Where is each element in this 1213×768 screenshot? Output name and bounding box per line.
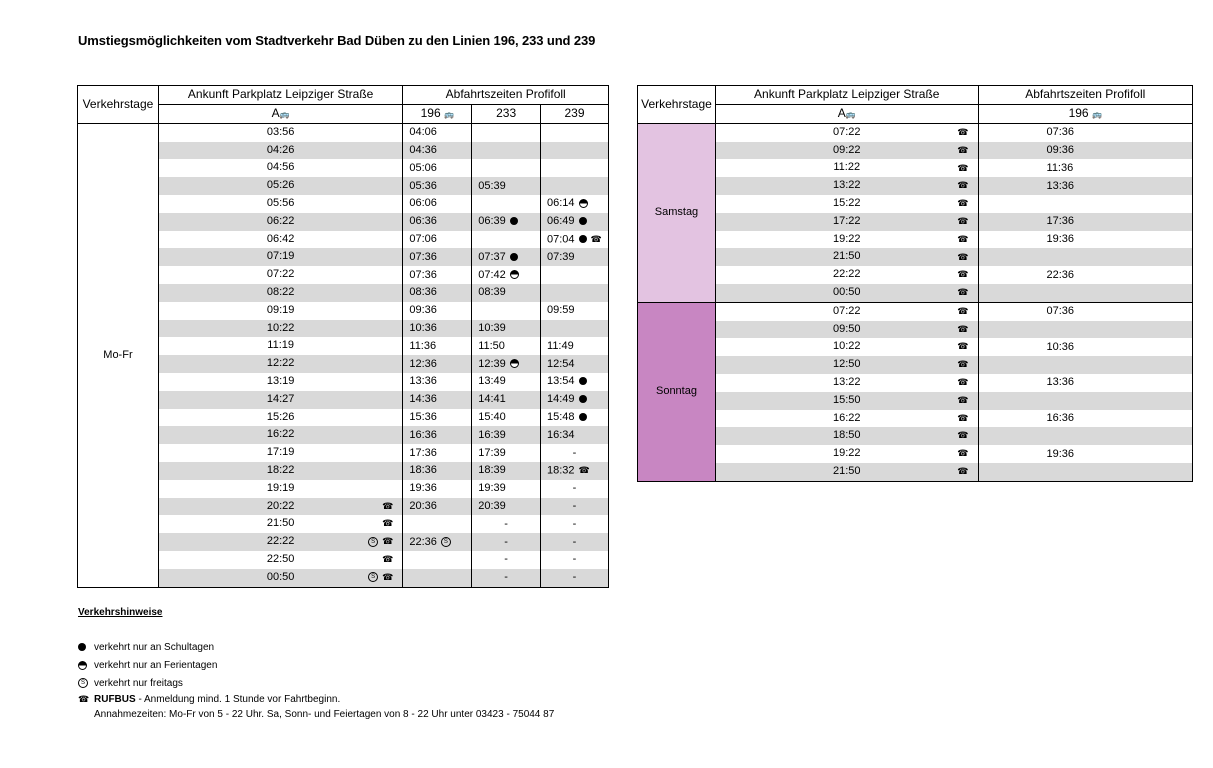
table-row — [638, 321, 1193, 339]
departure-233-cell: 15:40 — [472, 409, 541, 427]
table-row — [638, 284, 1193, 302]
departure-239-cell: 15:48 — [541, 409, 609, 427]
school-day-icon — [579, 413, 587, 421]
table-row — [638, 213, 1193, 231]
arrival-cell: 22:22 S ☎ — [158, 533, 402, 551]
table-row — [638, 231, 1193, 249]
arrival-cell: 11:22 ☎ — [715, 159, 978, 177]
table-row — [638, 195, 1193, 213]
departure-233-cell: 14:41 — [472, 391, 541, 409]
departure-239-cell: 09:59 — [541, 302, 609, 320]
arrival-cell: 03:56 — [158, 123, 402, 141]
phone-icon: ☎ — [382, 554, 394, 565]
phone-icon: ☎ — [957, 287, 969, 298]
table-row — [638, 392, 1193, 410]
departure-196-cell: 07:36 — [403, 248, 472, 266]
arrival-cell: 16:22 — [158, 426, 402, 444]
col-header-departure: Abfahrtszeiten Profifoll — [978, 86, 1192, 105]
departure-239-cell: - — [541, 533, 609, 551]
departure-196-cell: 14:36 — [403, 391, 472, 409]
table-row — [638, 338, 1193, 356]
departure-196-cell: 13:36 — [403, 373, 472, 391]
arrival-cell: 13:22 ☎ — [715, 177, 978, 195]
arrival-cell: 05:56 — [158, 195, 402, 213]
departure-196-cell: 07:36 — [978, 123, 1192, 141]
holiday-icon — [510, 270, 519, 279]
departure-196-cell: 19:36 — [403, 480, 472, 498]
arrival-cell: 21:50 ☎ — [715, 463, 978, 481]
arrival-cell: 07:22 ☎ — [715, 302, 978, 320]
departure-233-cell: 07:37 — [472, 248, 541, 266]
arrival-cell: 06:22 — [158, 213, 402, 231]
holiday-icon — [579, 199, 588, 208]
arrival-cell: 22:22 ☎ — [715, 266, 978, 284]
departure-196-cell: 10:36 — [403, 320, 472, 338]
departure-233-cell: 20:39 — [472, 498, 541, 516]
table-row — [638, 463, 1193, 481]
departure-196-cell — [978, 356, 1192, 374]
phone-icon: ☎ — [957, 251, 969, 262]
departure-196-cell: 10:36 — [978, 338, 1192, 356]
col-header-line-239: 239 — [541, 104, 609, 123]
table-row — [638, 142, 1193, 160]
phone-icon: ☎ — [957, 323, 969, 334]
legend-rufbus-times: Annahmezeiten: Mo-Fr von 5 - 22 Uhr. Sa, Sonn- und Feiertagen von 8 - 22 Uhr unter 03423 - 75044 87 — [94, 709, 555, 720]
col-header-line-196: 196 🚌 — [978, 104, 1192, 123]
departure-196-cell: 04:36 — [403, 142, 472, 160]
school-day-icon — [579, 377, 587, 385]
arrival-cell: 21:50 ☎ — [715, 248, 978, 266]
phone-icon: ☎ — [957, 198, 969, 209]
holiday-icon — [78, 661, 87, 670]
departure-239-cell: - — [541, 569, 609, 587]
phone-icon: ☎ — [957, 412, 969, 423]
departure-196-cell: 06:36 — [403, 213, 472, 231]
departure-196-cell: 08:36 — [403, 284, 472, 302]
phone-icon: ☎ — [957, 466, 969, 477]
weekend-timetable — [637, 85, 1193, 482]
departure-239-cell: - — [541, 515, 609, 533]
departure-233-cell: - — [472, 551, 541, 569]
departure-196-cell: 17:36 — [403, 444, 472, 462]
table-row — [638, 427, 1193, 445]
departure-196-cell — [978, 392, 1192, 410]
departure-196-cell — [978, 248, 1192, 266]
departure-196-cell: 22:36 — [978, 266, 1192, 284]
arrival-cell: 07:22 — [158, 266, 402, 284]
arrival-cell: 05:26 — [158, 177, 402, 195]
departure-239-cell: 07:04 ☎ — [541, 231, 609, 249]
departure-196-cell: 20:36 — [403, 498, 472, 516]
table-row — [638, 266, 1193, 284]
departure-239-cell: 16:34 — [541, 426, 609, 444]
phone-icon: ☎ — [382, 518, 394, 529]
arrival-cell: 15:50 ☎ — [715, 392, 978, 410]
departure-239-cell: 12:54 — [541, 355, 609, 373]
arrival-cell: 17:22 ☎ — [715, 213, 978, 231]
departure-233-cell: 11:50 — [472, 337, 541, 355]
departure-196-cell: 07:36 — [403, 266, 472, 284]
table-row — [638, 410, 1193, 428]
phone-icon: ☎ — [957, 180, 969, 191]
departure-233-cell: 07:42 — [472, 266, 541, 284]
phone-icon: ☎ — [957, 215, 969, 226]
arrival-cell: 19:22 ☎ — [715, 445, 978, 463]
arrival-cell: 00:50 S ☎ — [158, 569, 402, 587]
day-label: Mo-Fr — [78, 123, 159, 587]
departure-233-cell — [472, 123, 541, 141]
school-day-icon — [579, 395, 587, 403]
departure-233-cell: 16:39 — [472, 426, 541, 444]
arrival-cell: 06:42 — [158, 231, 402, 249]
day-label-sun: Sonntag — [638, 302, 716, 481]
table-row — [638, 445, 1193, 463]
bus-icon: 🚌 — [845, 109, 856, 119]
arrival-cell: 16:22 ☎ — [715, 410, 978, 428]
phone-icon: ☎ — [957, 359, 969, 370]
departure-233-cell: 18:39 — [472, 462, 541, 480]
departure-196-cell — [978, 463, 1192, 481]
departure-233-cell: - — [472, 569, 541, 587]
arrival-cell: 13:19 — [158, 373, 402, 391]
page-title: Umstiegsmöglichkeiten vom Stadtverkehr Bad Düben zu den Linien 196, 233 und 239 — [78, 33, 596, 48]
phone-icon: ☎ — [957, 269, 969, 280]
departure-196-cell — [403, 569, 472, 587]
arrival-cell: 04:56 — [158, 159, 402, 177]
departure-196-cell — [978, 321, 1192, 339]
arrival-cell: 07:19 — [158, 248, 402, 266]
departure-239-cell — [541, 284, 609, 302]
arrival-cell: 12:50 ☎ — [715, 356, 978, 374]
school-day-icon — [78, 643, 86, 651]
departure-239-cell: 11:49 — [541, 337, 609, 355]
departure-233-cell — [472, 195, 541, 213]
arrival-cell: 09:19 — [158, 302, 402, 320]
departure-233-cell — [472, 231, 541, 249]
departure-196-cell: 06:06 — [403, 195, 472, 213]
departure-233-cell: 05:39 — [472, 177, 541, 195]
departure-239-cell: 06:49 — [541, 213, 609, 231]
arrival-cell: 00:50 ☎ — [715, 284, 978, 302]
departure-196-cell: 07:36 — [978, 302, 1192, 320]
phone-icon: ☎ — [78, 694, 90, 704]
phone-icon: ☎ — [957, 144, 969, 155]
departure-196-cell: 09:36 — [403, 302, 472, 320]
departure-196-cell — [403, 515, 472, 533]
col-header-arrival: Ankunft Parkplatz Leipziger Straße — [715, 86, 978, 105]
departure-196-cell: 12:36 — [403, 355, 472, 373]
departure-233-cell: - — [472, 515, 541, 533]
phone-icon: ☎ — [957, 394, 969, 405]
friday-icon: S — [368, 572, 378, 582]
bus-icon: 🚌 — [279, 109, 290, 119]
departure-239-cell — [541, 142, 609, 160]
col-header-arrival: Ankunft Parkplatz Leipziger Straße — [158, 86, 402, 105]
table-row — [638, 123, 1193, 141]
arrival-cell: 19:22 ☎ — [715, 231, 978, 249]
school-day-icon — [579, 235, 587, 243]
col-header-arrival-stop: A🚌 — [715, 104, 978, 123]
departure-239-cell: - — [541, 480, 609, 498]
departure-239-cell: 07:39 — [541, 248, 609, 266]
arrival-cell: 09:50 ☎ — [715, 321, 978, 339]
departure-239-cell: 14:49 — [541, 391, 609, 409]
departure-196-cell: 17:36 — [978, 213, 1192, 231]
departure-233-cell: 08:39 — [472, 284, 541, 302]
school-day-icon — [579, 217, 587, 225]
friday-icon: S — [78, 678, 88, 688]
departure-233-cell: 19:39 — [472, 480, 541, 498]
arrival-cell: 20:22 ☎ — [158, 498, 402, 516]
legend-school: verkehrt nur an Schultagen — [78, 642, 214, 653]
phone-icon: ☎ — [578, 465, 590, 476]
departure-196-cell: 15:36 — [403, 409, 472, 427]
phone-icon: ☎ — [957, 341, 969, 352]
arrival-cell: 14:27 — [158, 391, 402, 409]
arrival-cell: 10:22 ☎ — [715, 338, 978, 356]
col-header-day: Verkehrstage — [638, 86, 716, 124]
departure-196-cell: 18:36 — [403, 462, 472, 480]
col-header-departure: Abfahrtszeiten Profifoll — [403, 86, 609, 105]
departure-239-cell: - — [541, 551, 609, 569]
departure-196-cell: 16:36 — [403, 426, 472, 444]
departure-239-cell: 06:14 — [541, 195, 609, 213]
departure-196-cell: 22:36 S — [403, 533, 472, 551]
table-row — [638, 302, 1193, 320]
departure-239-cell — [541, 320, 609, 338]
col-header-line-196: 196 🚌 — [403, 104, 472, 123]
departure-239-cell — [541, 266, 609, 284]
legend-rufbus: ☎ RUFBUS - Anmeldung mind. 1 Stunde vor Fahrtbeginn. — [78, 694, 341, 706]
departure-196-cell: 07:06 — [403, 231, 472, 249]
phone-icon: ☎ — [382, 571, 394, 582]
legend-holiday: verkehrt nur an Ferientagen — [78, 660, 217, 671]
departure-239-cell — [541, 177, 609, 195]
weekday-timetable — [77, 85, 609, 588]
table-row — [638, 177, 1193, 195]
phone-icon: ☎ — [957, 430, 969, 441]
phone-icon: ☎ — [382, 500, 394, 511]
departure-196-cell — [403, 551, 472, 569]
departure-196-cell: 05:36 — [403, 177, 472, 195]
departure-196-cell: 16:36 — [978, 410, 1192, 428]
departure-233-cell — [472, 159, 541, 177]
arrival-cell: 21:50 ☎ — [158, 515, 402, 533]
departure-233-cell: - — [472, 533, 541, 551]
departure-239-cell: 18:32 ☎ — [541, 462, 609, 480]
arrival-cell: 18:22 — [158, 462, 402, 480]
arrival-cell: 17:19 — [158, 444, 402, 462]
departure-233-cell: 12:39 — [472, 355, 541, 373]
departure-196-cell — [978, 284, 1192, 302]
departure-233-cell — [472, 302, 541, 320]
phone-icon: ☎ — [957, 126, 969, 137]
legend-title: Verkehrshinweise — [78, 607, 163, 618]
arrival-cell: 22:50 ☎ — [158, 551, 402, 569]
phone-icon: ☎ — [957, 233, 969, 244]
phone-icon: ☎ — [382, 536, 394, 547]
table-row — [78, 123, 609, 141]
col-header-line-233: 233 — [472, 104, 541, 123]
departure-233-cell: 06:39 — [472, 213, 541, 231]
departure-196-cell — [978, 195, 1192, 213]
legend-friday: S verkehrt nur freitags — [78, 678, 183, 689]
arrival-cell: 18:50 ☎ — [715, 427, 978, 445]
arrival-cell: 10:22 — [158, 320, 402, 338]
phone-icon: ☎ — [957, 377, 969, 388]
departure-196-cell: 11:36 — [978, 159, 1192, 177]
school-day-icon — [510, 253, 518, 261]
arrival-cell: 12:22 — [158, 355, 402, 373]
departure-196-cell: 04:06 — [403, 123, 472, 141]
school-day-icon — [510, 217, 518, 225]
departure-196-cell: 11:36 — [403, 337, 472, 355]
arrival-cell: 07:22 ☎ — [715, 123, 978, 141]
departure-196-cell: 19:36 — [978, 231, 1192, 249]
departure-239-cell — [541, 123, 609, 141]
bus-icon: 🚌 — [444, 109, 454, 119]
phone-icon: ☎ — [957, 162, 969, 173]
departure-233-cell: 10:39 — [472, 320, 541, 338]
arrival-cell: 15:22 ☎ — [715, 195, 978, 213]
departure-239-cell: 13:54 — [541, 373, 609, 391]
departure-196-cell: 13:36 — [978, 177, 1192, 195]
arrival-cell: 19:19 — [158, 480, 402, 498]
bus-icon: 🚌 — [1091, 109, 1102, 119]
table-row — [638, 159, 1193, 177]
arrival-cell: 11:19 — [158, 337, 402, 355]
departure-196-cell: 05:06 — [403, 159, 472, 177]
table-row — [638, 374, 1193, 392]
friday-icon: S — [368, 537, 378, 547]
phone-icon: ☎ — [957, 305, 969, 316]
arrival-cell: 13:22 ☎ — [715, 374, 978, 392]
departure-196-cell: 19:36 — [978, 445, 1192, 463]
departure-239-cell: - — [541, 498, 609, 516]
holiday-icon — [510, 359, 519, 368]
departure-239-cell: - — [541, 444, 609, 462]
phone-icon: ☎ — [957, 448, 969, 459]
phone-icon: ☎ — [590, 233, 602, 244]
col-header-arrival-stop: A🚌 — [158, 104, 402, 123]
departure-239-cell — [541, 159, 609, 177]
col-header-day: Verkehrstage — [78, 86, 159, 124]
departure-196-cell: 13:36 — [978, 374, 1192, 392]
table-row — [638, 356, 1193, 374]
departure-233-cell: 17:39 — [472, 444, 541, 462]
table-row — [638, 248, 1193, 266]
departure-233-cell: 13:49 — [472, 373, 541, 391]
departure-233-cell — [472, 142, 541, 160]
departure-196-cell: 09:36 — [978, 142, 1192, 160]
day-label-sat: Samstag — [638, 123, 716, 302]
arrival-cell: 08:22 — [158, 284, 402, 302]
arrival-cell: 04:26 — [158, 142, 402, 160]
arrival-cell: 09:22 ☎ — [715, 142, 978, 160]
friday-icon: S — [441, 537, 451, 547]
departure-196-cell — [978, 427, 1192, 445]
arrival-cell: 15:26 — [158, 409, 402, 427]
